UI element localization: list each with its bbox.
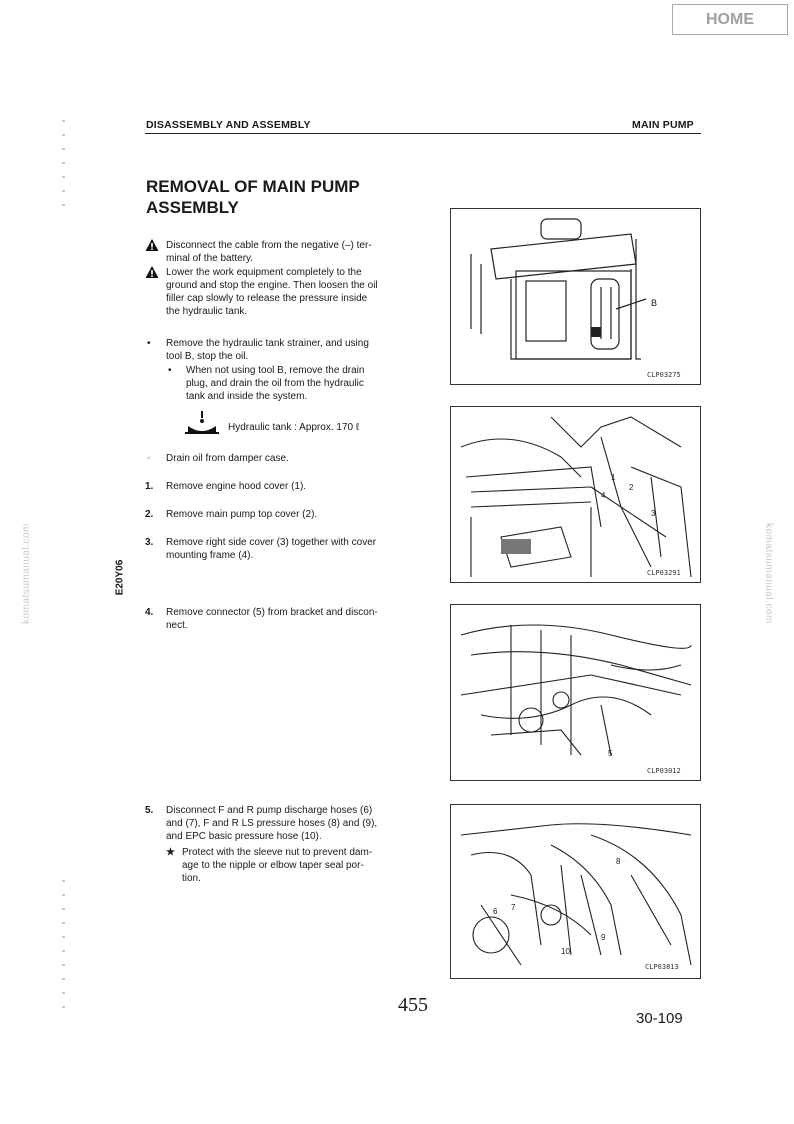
warning-battery: Disconnect the cable from the negative (–) ter- minal of the battery. (166, 240, 372, 264)
step-1-text: Remove engine hood cover (1). (166, 481, 307, 492)
section-page-number: 30-109 (636, 1010, 683, 1027)
figure-code: CLP03275 (647, 371, 681, 379)
figure-hydraulic-tank (450, 208, 701, 385)
figure-covers (450, 406, 701, 583)
oil-drain-icon (185, 410, 219, 436)
warning-icon (145, 238, 159, 252)
warning-lower-equipment: Lower the work equipment completely to the ground and stop the engine. Then loosen the oil filler cap slowly to release the pressure inside the hydraulic tank. (166, 267, 378, 317)
figure-label: 4 (601, 491, 606, 500)
figure-label: 6 (493, 907, 498, 916)
star-marker: ★ (166, 847, 175, 858)
figure-code: CLP03012 (647, 767, 681, 775)
figure-label: 10 (561, 947, 570, 956)
figure-pump-hoses (450, 804, 701, 979)
watermark-right: komatsumanual.com (762, 523, 774, 624)
star-note: Protect with the sleeve nut to prevent dam- age to the nipple or elbow taper seal por- tion. (182, 847, 373, 884)
figure-label: 9 (601, 933, 606, 942)
step-5-text: Disconnect F and R pump discharge hoses (6) and (7), F and R LS pressure hoses (8) and (9), and EPC basic pressure hose (10). (166, 805, 378, 842)
watermark-left: komatsumanual.com (20, 523, 32, 624)
oil-amount: Hydraulic tank : Approx. 170 ℓ (228, 422, 360, 433)
figure-label: 8 (616, 857, 621, 866)
figure-code: CLP03291 (647, 569, 681, 577)
step-number: 5. (145, 805, 154, 816)
figure-label: 3 (651, 509, 656, 518)
header-section-title: DISASSEMBLY AND ASSEMBLY (146, 119, 311, 131)
figure-illustration (451, 407, 700, 582)
step-3-text: Remove right side cover (3) together with cover mounting frame (4). (166, 537, 377, 561)
sub-bullet-marker: • (168, 365, 172, 376)
side-code: E20Y06 (114, 559, 126, 596)
figure-label: B (651, 298, 658, 308)
step-number: 2. (145, 509, 154, 520)
step-2-text: Remove main pump top cover (2). (166, 509, 318, 520)
figure-label: 5 (608, 749, 613, 758)
figure-illustration (451, 209, 700, 384)
figure-label: 7 (511, 903, 516, 912)
scan-specks (62, 880, 65, 1020)
figure-label: 2 (629, 483, 634, 492)
step-number: 1. (145, 481, 154, 492)
page-number: 455 (398, 994, 428, 1016)
drain-marker: ◦ (147, 453, 151, 464)
page-title: REMOVAL OF MAIN PUMP ASSEMBLY (146, 177, 360, 217)
header-rule (145, 133, 701, 134)
step-4-text: Remove connector (5) from bracket and discon- nect. (166, 607, 378, 631)
figure-connector (450, 604, 701, 781)
home-button[interactable]: HOME (672, 4, 788, 35)
sub-bullet-drain-plug: When not using tool B, remove the drain plug, and drain the oil from the hydraulic tank and inside the system. (186, 365, 365, 402)
drain-damper-text: Drain oil from damper case. (166, 453, 289, 464)
figure-code: CLP03813 (645, 963, 679, 971)
warning-icon (145, 265, 159, 279)
bullet-marker: • (147, 338, 151, 349)
figure-illustration (451, 605, 700, 780)
scan-specks (62, 120, 65, 210)
step-number: 3. (145, 537, 154, 548)
step-number: 4. (145, 607, 154, 618)
figure-label: 1 (611, 473, 616, 482)
figure-illustration (451, 805, 700, 978)
header-topic: MAIN PUMP (632, 119, 694, 131)
bullet-strainer: Remove the hydraulic tank strainer, and using tool B, stop the oil. (166, 338, 369, 362)
